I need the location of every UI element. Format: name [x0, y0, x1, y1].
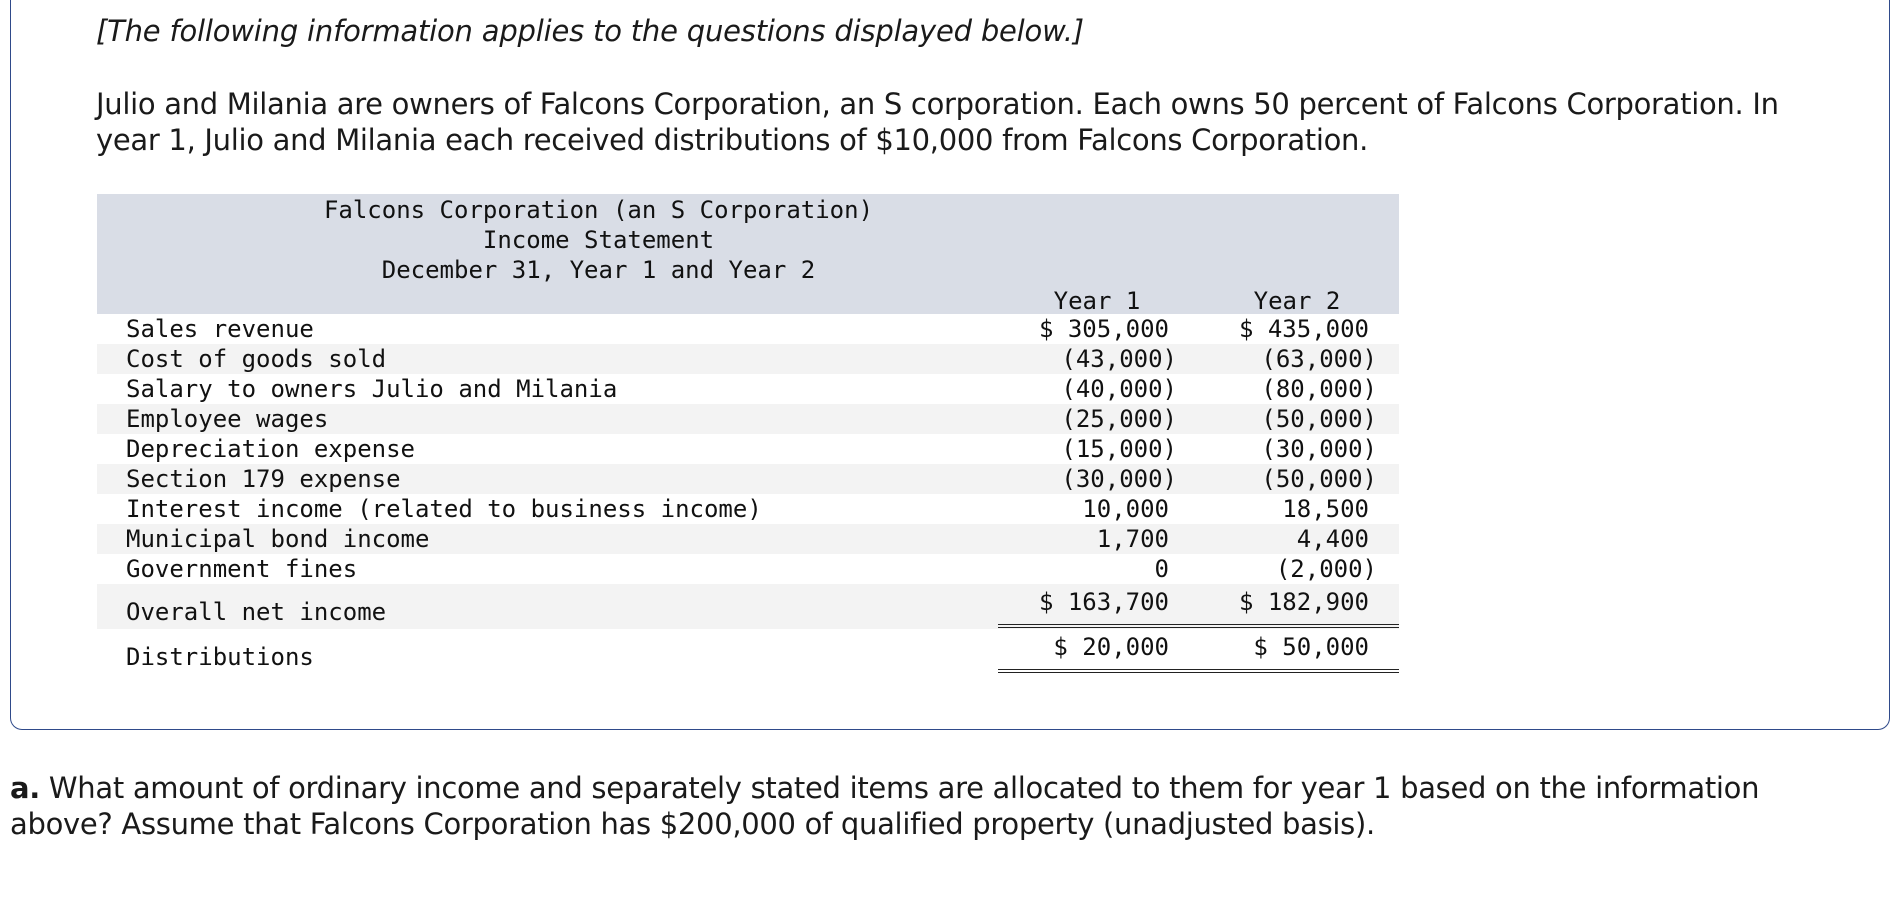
year2-value: 18,500	[1282, 495, 1369, 523]
question-text: What amount of ordinary income and separately stated items are allocated to them for year 1 based on the information above? Assume that Falcons Corporation has $200,000 of qualified property (unadjusted basis).	[10, 771, 1760, 841]
table-row	[97, 434, 1399, 464]
scenario-paragraph: Julio and Milania are owners of Falcons Corporation, an S corporation. Each owns 50 percent of Falcons Corporation. In year 1, Julio and Milania each received distributions of $10,000 from Falcons Corporation.	[96, 87, 1779, 157]
table-row	[97, 554, 1399, 584]
statement-title-company: Falcons Corporation (an S Corporation)	[323, 196, 874, 224]
year1-value: 1,700	[1096, 525, 1169, 553]
table-row	[97, 464, 1399, 494]
column-header-year1: Year 1	[1053, 287, 1141, 315]
year2-value: (50,000)	[1261, 465, 1377, 493]
row-label: Salary to owners Julio and Milania	[126, 375, 618, 403]
total-year2-value: $ 182,900	[1238, 588, 1369, 616]
total-double-rule	[998, 624, 1399, 628]
question-label: a.	[10, 771, 40, 805]
year2-value: $ 435,000	[1238, 315, 1369, 343]
distributions-label: Distributions	[126, 643, 314, 671]
table-row	[97, 404, 1399, 434]
year2-value: (80,000)	[1261, 375, 1377, 403]
year1-value: $ 305,000	[1038, 315, 1169, 343]
statement-title-date: December 31, Year 1 and Year 2	[381, 256, 816, 284]
year1-value: (15,000)	[1061, 435, 1177, 463]
year1-value: 10,000	[1082, 495, 1169, 523]
table-row	[97, 524, 1399, 554]
year2-value: 4,400	[1296, 525, 1369, 553]
total-row	[97, 584, 1399, 629]
total-year1-value: $ 163,700	[1038, 588, 1169, 616]
row-label: Section 179 expense	[126, 465, 401, 493]
year1-value: (43,000)	[1061, 345, 1177, 373]
year1-value: (25,000)	[1061, 405, 1177, 433]
statement-header	[97, 194, 1399, 314]
year1-value: (30,000)	[1061, 465, 1177, 493]
table-row	[97, 344, 1399, 374]
table-row	[97, 314, 1399, 344]
table-row	[97, 494, 1399, 524]
row-label: Municipal bond income	[126, 525, 430, 553]
row-label: Employee wages	[126, 405, 329, 433]
row-label: Sales revenue	[126, 315, 314, 343]
distributions-year1-value: $ 20,000	[1053, 633, 1169, 661]
question-a	[10, 770, 1870, 842]
year2-value: (63,000)	[1261, 345, 1377, 373]
statement-title-name: Income Statement	[482, 226, 715, 254]
distributions-row	[97, 629, 1399, 674]
table-row	[97, 374, 1399, 404]
distributions-year2-value: $ 50,000	[1253, 633, 1369, 661]
column-header-year2: Year 2	[1253, 287, 1341, 315]
year2-value: (30,000)	[1261, 435, 1377, 463]
distributions-double-rule	[998, 669, 1399, 673]
row-label: Cost of goods sold	[126, 345, 387, 373]
row-label: Depreciation expense	[126, 435, 415, 463]
year1-value: (40,000)	[1061, 375, 1177, 403]
row-label: Government fines	[126, 555, 358, 583]
year2-value: (2,000)	[1275, 555, 1377, 583]
statement-title	[97, 195, 1100, 285]
intro-note: [The following information applies to the questions displayed below.]	[96, 14, 1084, 48]
total-label: Overall net income	[126, 598, 387, 626]
income-statement	[97, 194, 1399, 674]
year1-value: 0	[1154, 555, 1169, 583]
year2-value: (50,000)	[1261, 405, 1377, 433]
row-label: Interest income (related to business income)	[126, 495, 762, 523]
